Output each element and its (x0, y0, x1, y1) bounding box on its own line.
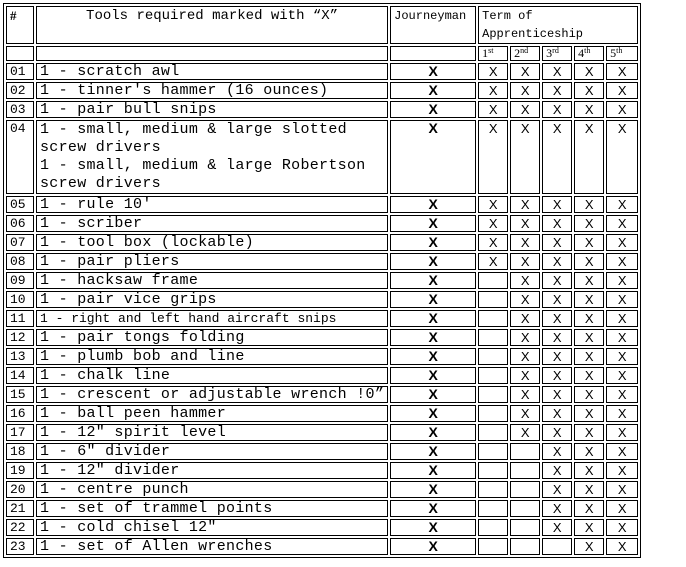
table-row (6, 215, 638, 232)
term-3-mark: X (542, 519, 572, 536)
term-1-mark: X (478, 63, 508, 80)
tool-item: 1 - scriber (36, 215, 388, 232)
term-3-mark: X (542, 120, 572, 194)
term-2-mark: X (510, 405, 540, 422)
subheader-blank-tools (36, 46, 388, 61)
row-number: 21 (6, 500, 34, 517)
tool-rows (6, 63, 638, 555)
term-5-mark: X (606, 310, 638, 327)
term-5-mark: X (606, 443, 638, 460)
journeyman-mark: X (390, 291, 476, 308)
table-row (6, 405, 638, 422)
term-3-mark: X (542, 215, 572, 232)
term-3-mark: X (542, 405, 572, 422)
term-2-mark: X (510, 386, 540, 403)
header-row (6, 6, 638, 44)
table-row (6, 519, 638, 536)
term-1-mark: X (478, 101, 508, 118)
tool-item: 1 - hacksaw frame (36, 272, 388, 289)
journeyman-mark: X (390, 120, 476, 194)
term-2-mark: X (510, 310, 540, 327)
row-number: 02 (6, 82, 34, 99)
journeyman-mark: X (390, 481, 476, 498)
tool-item: 1 - pair vice grips (36, 291, 388, 308)
header-tools: Tools required marked with “X” (36, 6, 388, 44)
row-number: 04 (6, 120, 34, 194)
term-3-mark: X (542, 500, 572, 517)
term-4-mark: X (574, 386, 604, 403)
journeyman-mark: X (390, 234, 476, 251)
term-2-mark: X (510, 253, 540, 270)
term-5-mark: X (606, 367, 638, 384)
term-3-mark: X (542, 348, 572, 365)
term-1-mark: X (478, 234, 508, 251)
term-3-mark (542, 538, 572, 555)
term-ordinal-2: 2nd (510, 46, 540, 61)
table-row (6, 329, 638, 346)
term-5-mark: X (606, 462, 638, 479)
journeyman-mark: X (390, 538, 476, 555)
term-3-mark: X (542, 386, 572, 403)
journeyman-mark: X (390, 443, 476, 460)
table-row (6, 310, 638, 327)
tool-item: 1 - 12" divider (36, 462, 388, 479)
tool-item: 1 - tool box (lockable) (36, 234, 388, 251)
table-row (6, 481, 638, 498)
term-1-mark: X (478, 253, 508, 270)
term-5-mark: X (606, 538, 638, 555)
tool-item: 1 - set of Allen wrenches (36, 538, 388, 555)
row-number: 14 (6, 367, 34, 384)
term-4-mark: X (574, 538, 604, 555)
tool-item: 1 - chalk line (36, 367, 388, 384)
table-row (6, 101, 638, 118)
journeyman-mark: X (390, 367, 476, 384)
term-1-mark (478, 500, 508, 517)
term-4-mark: X (574, 367, 604, 384)
journeyman-mark: X (390, 386, 476, 403)
table-row (6, 462, 638, 479)
journeyman-mark: X (390, 348, 476, 365)
term-4-mark: X (574, 291, 604, 308)
term-3-mark: X (542, 253, 572, 270)
tool-item: 1 - 6" divider (36, 443, 388, 460)
journeyman-mark: X (390, 500, 476, 517)
term-3-mark: X (542, 101, 572, 118)
term-3-mark: X (542, 443, 572, 460)
term-5-mark: X (606, 329, 638, 346)
term-4-mark: X (574, 348, 604, 365)
term-2-mark: X (510, 120, 540, 194)
term-4-mark: X (574, 443, 604, 460)
term-4-mark: X (574, 405, 604, 422)
journeyman-mark: X (390, 405, 476, 422)
term-2-mark: X (510, 348, 540, 365)
row-number: 01 (6, 63, 34, 80)
row-number: 13 (6, 348, 34, 365)
row-number: 22 (6, 519, 34, 536)
term-5-mark: X (606, 481, 638, 498)
term-4-mark: X (574, 500, 604, 517)
term-4-mark: X (574, 215, 604, 232)
journeyman-mark: X (390, 63, 476, 80)
term-1-mark (478, 329, 508, 346)
term-1-mark: X (478, 120, 508, 194)
journeyman-mark: X (390, 101, 476, 118)
tool-item: 1 - rule 10' (36, 196, 388, 213)
table-row (6, 424, 638, 441)
term-5-mark: X (606, 386, 638, 403)
term-4-mark: X (574, 424, 604, 441)
term-2-mark: X (510, 101, 540, 118)
journeyman-mark: X (390, 196, 476, 213)
term-4-mark: X (574, 63, 604, 80)
row-number: 20 (6, 481, 34, 498)
table-row (6, 291, 638, 308)
subheader-blank-number (6, 46, 34, 61)
row-number: 06 (6, 215, 34, 232)
row-number: 12 (6, 329, 34, 346)
term-2-mark: X (510, 272, 540, 289)
term-2-mark (510, 481, 540, 498)
term-4-mark: X (574, 462, 604, 479)
term-5-mark: X (606, 253, 638, 270)
table-row (6, 443, 638, 460)
row-number: 23 (6, 538, 34, 555)
table-row (6, 538, 638, 555)
table-row (6, 272, 638, 289)
table-row (6, 500, 638, 517)
header-term-of-apprenticeship: Term of Apprenticeship (478, 6, 638, 44)
row-number: 05 (6, 196, 34, 213)
term-4-mark: X (574, 82, 604, 99)
term-5-mark: X (606, 120, 638, 194)
table-row (6, 82, 638, 99)
term-3-mark: X (542, 462, 572, 479)
table-row (6, 63, 638, 80)
row-number: 08 (6, 253, 34, 270)
term-5-mark: X (606, 405, 638, 422)
term-4-mark: X (574, 196, 604, 213)
term-4-mark: X (574, 519, 604, 536)
tools-table (3, 3, 641, 558)
row-number: 07 (6, 234, 34, 251)
term-1-mark (478, 348, 508, 365)
term-2-mark: X (510, 291, 540, 308)
term-4-mark: X (574, 481, 604, 498)
journeyman-mark: X (390, 519, 476, 536)
journeyman-mark: X (390, 329, 476, 346)
subheader-row (6, 46, 638, 61)
term-1-mark (478, 367, 508, 384)
term-5-mark: X (606, 82, 638, 99)
term-2-mark: X (510, 329, 540, 346)
term-2-mark (510, 462, 540, 479)
term-3-mark: X (542, 82, 572, 99)
row-number: 17 (6, 424, 34, 441)
row-number: 15 (6, 386, 34, 403)
term-4-mark: X (574, 120, 604, 194)
term-1-mark (478, 424, 508, 441)
term-2-mark: X (510, 63, 540, 80)
row-number: 18 (6, 443, 34, 460)
table-row (6, 253, 638, 270)
table-row (6, 120, 638, 194)
term-2-mark: X (510, 196, 540, 213)
journeyman-mark: X (390, 253, 476, 270)
term-2-mark: X (510, 367, 540, 384)
table-row (6, 367, 638, 384)
journeyman-mark: X (390, 462, 476, 479)
term-2-mark: X (510, 234, 540, 251)
term-4-mark: X (574, 101, 604, 118)
term-1-mark (478, 481, 508, 498)
term-3-mark: X (542, 481, 572, 498)
term-ordinal-5: 5th (606, 46, 638, 61)
term-5-mark: X (606, 272, 638, 289)
table-row (6, 234, 638, 251)
term-3-mark: X (542, 310, 572, 327)
term-3-mark: X (542, 367, 572, 384)
journeyman-mark: X (390, 82, 476, 99)
tool-item: 1 - ball peen hammer (36, 405, 388, 422)
tool-item: 1 - set of trammel points (36, 500, 388, 517)
term-ordinal-1: 1st (478, 46, 508, 61)
row-number: 09 (6, 272, 34, 289)
term-2-mark: X (510, 82, 540, 99)
row-number: 19 (6, 462, 34, 479)
tool-item: 1 - pair tongs folding (36, 329, 388, 346)
tool-item: 1 - right and left hand aircraft snips (36, 310, 388, 327)
journeyman-mark: X (390, 272, 476, 289)
table-row (6, 196, 638, 213)
row-number: 10 (6, 291, 34, 308)
term-2-mark (510, 519, 540, 536)
term-3-mark: X (542, 234, 572, 251)
term-4-mark: X (574, 310, 604, 327)
term-1-mark (478, 443, 508, 460)
subheader-blank-journeyman (390, 46, 476, 61)
term-1-mark (478, 405, 508, 422)
journeyman-mark: X (390, 215, 476, 232)
tool-item: 1 - crescent or adjustable wrench !0” (36, 386, 388, 403)
journeyman-mark: X (390, 424, 476, 441)
term-3-mark: X (542, 424, 572, 441)
tool-item: 1 - pair pliers (36, 253, 388, 270)
term-2-mark (510, 443, 540, 460)
term-1-mark (478, 310, 508, 327)
row-number: 11 (6, 310, 34, 327)
term-4-mark: X (574, 329, 604, 346)
term-ordinal-3: 3rd (542, 46, 572, 61)
term-2-mark (510, 500, 540, 517)
term-5-mark: X (606, 291, 638, 308)
term-4-mark: X (574, 272, 604, 289)
term-4-mark: X (574, 253, 604, 270)
term-5-mark: X (606, 101, 638, 118)
term-1-mark: X (478, 196, 508, 213)
tool-item: 1 - tinner's hammer (16 ounces) (36, 82, 388, 99)
tool-item: 1 - cold chisel 12" (36, 519, 388, 536)
header-journeyman: Journeyman (390, 6, 476, 44)
table-row (6, 348, 638, 365)
term-1-mark: X (478, 215, 508, 232)
term-4-mark: X (574, 234, 604, 251)
term-3-mark: X (542, 63, 572, 80)
term-5-mark: X (606, 519, 638, 536)
row-number: 16 (6, 405, 34, 422)
term-1-mark: X (478, 82, 508, 99)
tool-item: 1 - small, medium & large slotted screw drivers 1 - small, medium & large Robertson screw drivers (36, 120, 388, 194)
term-2-mark: X (510, 215, 540, 232)
term-ordinal-4: 4th (574, 46, 604, 61)
term-5-mark: X (606, 500, 638, 517)
term-1-mark (478, 462, 508, 479)
term-5-mark: X (606, 215, 638, 232)
term-5-mark: X (606, 348, 638, 365)
term-3-mark: X (542, 291, 572, 308)
term-1-mark (478, 538, 508, 555)
term-2-mark (510, 538, 540, 555)
header-number: # (6, 6, 34, 44)
table-row (6, 386, 638, 403)
tool-item: 1 - 12" spirit level (36, 424, 388, 441)
term-1-mark (478, 291, 508, 308)
tool-item: 1 - centre punch (36, 481, 388, 498)
tool-item: 1 - plumb bob and line (36, 348, 388, 365)
term-1-mark (478, 386, 508, 403)
row-number: 03 (6, 101, 34, 118)
tool-item: 1 - scratch awl (36, 63, 388, 80)
term-3-mark: X (542, 329, 572, 346)
term-3-mark: X (542, 272, 572, 289)
term-1-mark (478, 519, 508, 536)
term-2-mark: X (510, 424, 540, 441)
term-5-mark: X (606, 63, 638, 80)
term-1-mark (478, 272, 508, 289)
tool-item: 1 - pair bull snips (36, 101, 388, 118)
term-5-mark: X (606, 424, 638, 441)
term-3-mark: X (542, 196, 572, 213)
term-5-mark: X (606, 234, 638, 251)
term-5-mark: X (606, 196, 638, 213)
journeyman-mark: X (390, 310, 476, 327)
